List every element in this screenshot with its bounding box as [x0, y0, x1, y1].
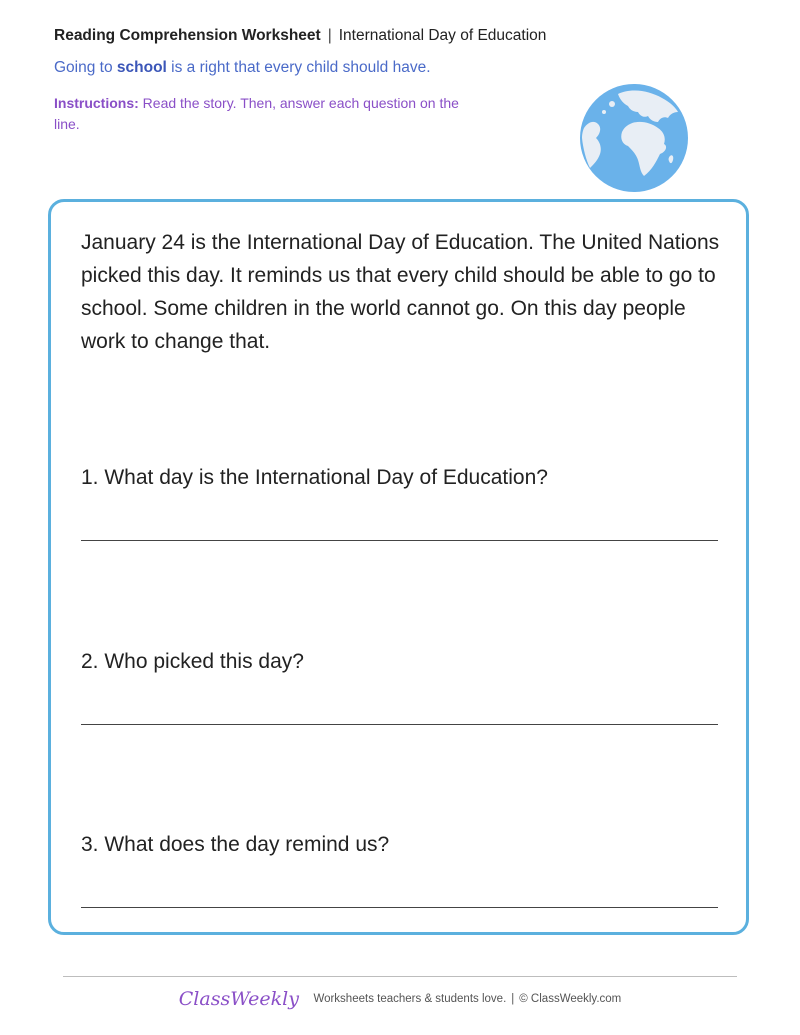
subtitle	[54, 59, 431, 77]
answer-line-2[interactable]	[81, 724, 718, 725]
question-2: 2. Who picked this day?	[81, 650, 304, 673]
subtitle-after: is a right that every child should have.	[166, 59, 431, 76]
footer-separator: |	[511, 993, 515, 1005]
globe-icon	[578, 82, 690, 194]
brand-logo: ClassWeekly	[178, 988, 299, 1010]
answer-line-3[interactable]	[81, 907, 718, 908]
footer-divider	[63, 976, 737, 977]
subtitle-before: Going to	[54, 59, 117, 76]
instructions-text: Read the story. Then, answer each question on the line.	[54, 95, 459, 132]
footer-tagline	[313, 993, 621, 1005]
instructions-label: Instructions:	[54, 95, 139, 111]
question-3: 3. What does the day remind us?	[81, 833, 390, 856]
worksheet-title: Reading Comprehension Worksheet	[54, 27, 321, 44]
header-separator: |	[327, 27, 332, 44]
worksheet-topic: International Day of Education	[338, 27, 547, 44]
copyright-text: © ClassWeekly.com	[519, 993, 622, 1005]
tagline-text: Worksheets teachers & students love.	[313, 993, 507, 1005]
worksheet-header	[54, 27, 546, 45]
story-text: January 24 is the International Day of Education. The United Nations picked this day. It reminds us that every child should be able to go to school. Some children in the world cannot go. On this day people work to change that.	[81, 231, 720, 353]
instructions	[54, 93, 484, 135]
answer-line-1[interactable]	[81, 540, 718, 541]
footer	[0, 988, 800, 1010]
subtitle-highlight: school	[116, 59, 167, 76]
question-1: 1. What day is the International Day of Education?	[81, 466, 548, 489]
